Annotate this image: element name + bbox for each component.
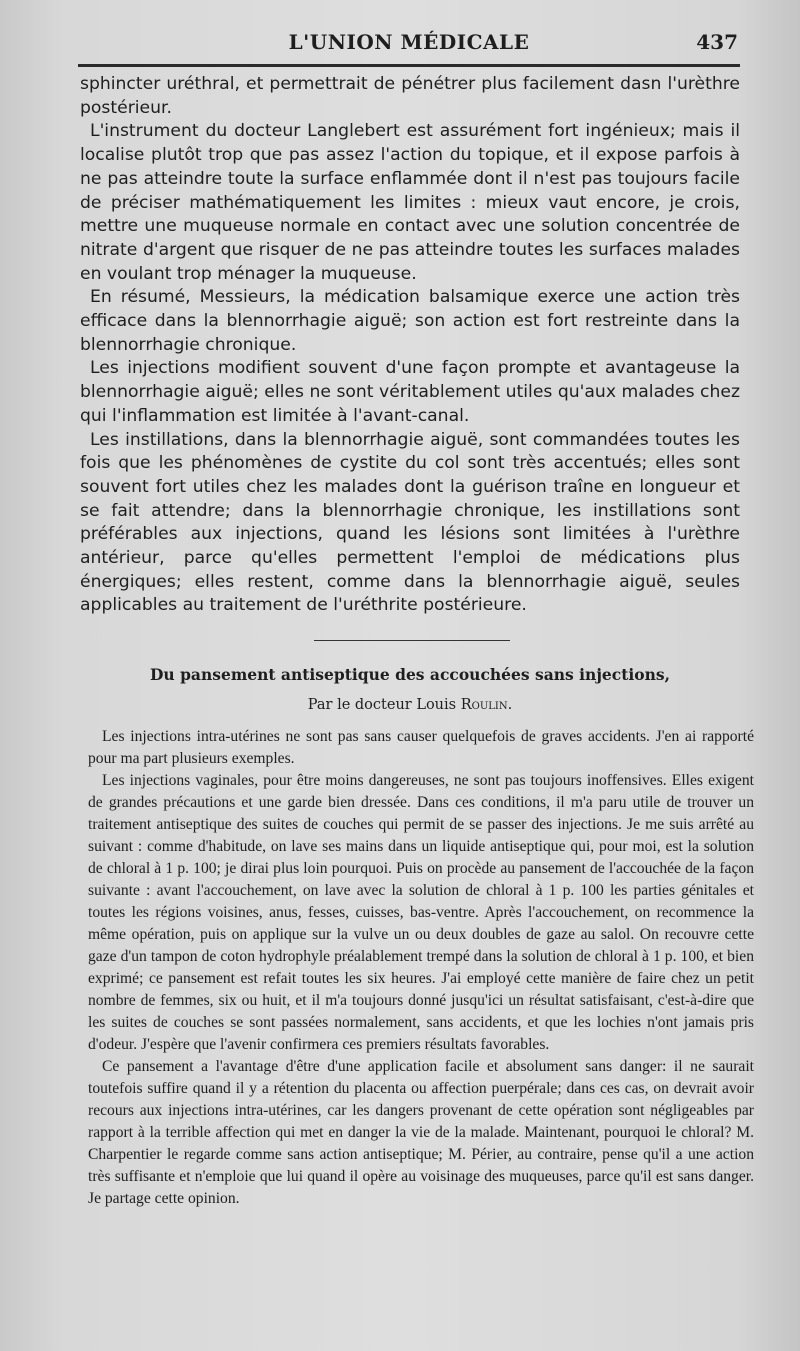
article-body bbox=[88, 726, 754, 1210]
author-name: Roulin bbox=[460, 697, 508, 713]
article-title: Du pansement antiseptique des accouchées sans injections, bbox=[149, 665, 671, 684]
byline-prefix: Par le docteur Louis bbox=[307, 697, 461, 713]
paragraph: Les injections vaginales, pour être moins dangereuses, ne sont pas toujours inoffensives. Elles exigent de grandes précautions et une garde bien dressée. Dans ces conditions, il m'a paru utile de trouver un traitement antiseptique des suites de couches qui permit de se passer des injections. Je me suis arrêté au suivant : comme d'habitude, on lave ses mains dans un liquide antiseptique qui, pour moi, est la solution de chloral à 1 p. 100; je dirai plus loin pourquoi. Puis on procède au pansement de l'accouchée de la façon suivante : avant l'accouchement, on lave avec la solution de chloral à 1 p. 100 les parties génitales et toutes les régions voisines, anus, fesses, cuisses, bas-ventre. Après l'accouchement, on recommence la même opération, puis on applique sur la vulve un ou deux doubles de gaze au salol. On recouvre cette gaze d'un tampon de coton hydrophyle préalablement trempé dans la solution de chloral à 1 p. 100, et bien exprimé; ce pansement est refait toutes les six heures. J'ai employé cette manière de faire chez un petit nombre de femmes, six ou huit, et il m'a toujours donné jusqu'ici un résultat satisfaisant, c'est-à-dire que les suites de couches se sont passées normalement, sans accidents, et que les lochies n'ont jamais pris d'odeur. J'espère que l'avenir confirmera ces premiers résultats favorables. bbox=[88, 772, 754, 1053]
header-rule bbox=[78, 64, 740, 67]
byline-suffix: . bbox=[507, 697, 513, 713]
journal-title: L'UNION MÉDICALE bbox=[288, 30, 530, 54]
paragraph: Les injections modifient souvent d'une façon prompte et avantageuse la blennorrhagie aiguë; elles ne sont véritablement utiles qu'aux malades chez qui l'inflammation est limitée à l'avant-canal. bbox=[80, 358, 740, 426]
paragraph: Les instillations, dans la blennorrhagie aiguë, sont commandées toutes les fois que les phénomènes de cystite du col sont très accentués; elles sont souvent fort utiles chez les malades dont la guérison traîne en longueur et se fait attendre; dans la blennorrhagie chronique, les instillations sont préférables aux injections, quand les lésions sont limitées à l'urèthre antérieur, parce qu'elles permettent l'emploi de médications plus énergiques; elles restent, comme dans la blennorrhagie aiguë, seules applicables au traitement de l'uréthrite postérieure. bbox=[80, 429, 740, 616]
section-divider bbox=[314, 640, 510, 641]
article-byline bbox=[80, 697, 740, 713]
paragraph: Ce pansement a l'avantage d'être d'une application facile et absolument sans danger: il ne saurait toutefois suffire quand il y a rétention du placenta ou affection puerpérale; dans ces cas, on devrait avoir recours aux injections intra-utérines, car les dangers provenant de cette opération sont négligeables par rapport à la terrible affection qui met en danger la vie de la malade. Maintenant, pourquoi le chloral? M. Charpentier le regarde comme sans action antiseptique; M. Périer, au contraire, pense qu'il a une action très suffisante et n'emploie que lui quand il opère au voisinage des muqueuses, parce qu'il est sans danger. Je partage cette opinion. bbox=[88, 1058, 754, 1207]
paragraph: Les injections intra-utérines ne sont pas sans causer quelquefois de graves accidents. J'en ai rapporté pour ma part plusieurs exemples. bbox=[88, 728, 754, 767]
paragraph: En résumé, Messieurs, la médication balsamique exerce une action très efficace dans la blennorrhagie aiguë; son action est fort restreinte dans la blennorrhagie chronique. bbox=[80, 287, 740, 355]
page-number: 437 bbox=[696, 30, 738, 54]
running-header bbox=[80, 28, 738, 62]
paragraph: sphincter uréthral, et permettrait de pénétrer plus facilement dasn l'urèthre postérieur. bbox=[80, 74, 740, 118]
paragraph: L'instrument du docteur Langlebert est assurément fort ingénieux; mais il localise plutôt trop que pas assez l'action du topique, et il expose parfois à ne pas atteindre toute la surface enflammée dont il n'est pas toujours facile de préciser mathématiquement les limites : mieux vaut encore, je crois, mettre une muqueuse normale en contact avec une solution concentrée de nitrate d'argent que risquer de ne pas atteindre toutes les surfaces malades en voulant trop ménager la muqueuse. bbox=[80, 121, 740, 284]
article-continuation bbox=[80, 73, 740, 618]
